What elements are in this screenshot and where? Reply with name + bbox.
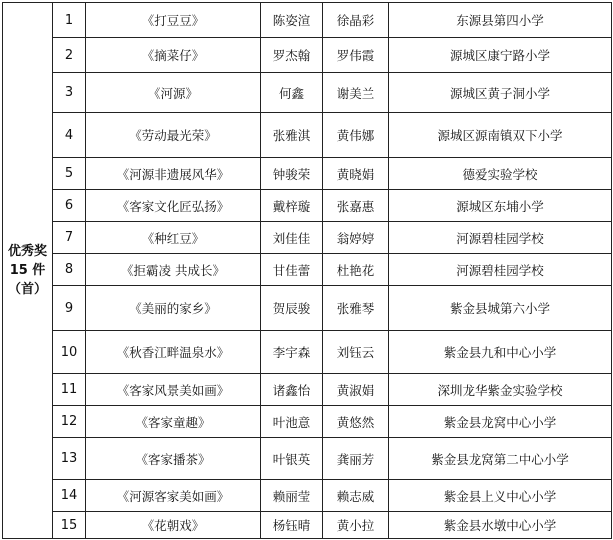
school-name: 源城区康宁路小学 (389, 38, 612, 73)
row-number: 9 (53, 286, 86, 331)
author-name: 李宇森 (261, 331, 323, 374)
row-number: 2 (53, 38, 86, 73)
award-table-body (3, 3, 612, 539)
row-number: 10 (53, 331, 86, 374)
work-title: 《打豆豆》 (86, 3, 261, 38)
work-title: 《河源客家美如画》 (86, 480, 261, 512)
school-name: 紫金县城第六小学 (389, 286, 612, 331)
author-name: 张雅淇 (261, 113, 323, 158)
award-category-count: 15 件 (9, 263, 46, 278)
table-row (3, 331, 612, 374)
table-row (3, 286, 612, 331)
author-name: 叶池意 (261, 406, 323, 438)
row-number: 3 (53, 73, 86, 113)
author-name: 叶银英 (261, 438, 323, 480)
teacher-name: 翁婷婷 (323, 222, 389, 254)
row-number: 14 (53, 480, 86, 512)
work-title: 《客家童趣》 (86, 406, 261, 438)
row-number: 11 (53, 374, 86, 406)
teacher-name: 谢美兰 (323, 73, 389, 113)
row-number: 15 (53, 512, 86, 539)
school-name: 河源碧桂园学校 (389, 222, 612, 254)
author-name: 赖丽莹 (261, 480, 323, 512)
teacher-name: 黄伟娜 (323, 113, 389, 158)
author-name: 何鑫 (261, 73, 323, 113)
table-row (3, 512, 612, 539)
work-title: 《秋香江畔温泉水》 (86, 331, 261, 374)
work-title: 《种红豆》 (86, 222, 261, 254)
row-number: 12 (53, 406, 86, 438)
school-name: 紫金县九和中心小学 (389, 331, 612, 374)
work-title: 《河源》 (86, 73, 261, 113)
teacher-name: 刘钰云 (323, 331, 389, 374)
work-title: 《拒霸凌 共成长》 (86, 254, 261, 286)
work-title: 《客家播茶》 (86, 438, 261, 480)
teacher-name: 杜艳花 (323, 254, 389, 286)
work-title: 《摘菜仔》 (86, 38, 261, 73)
row-number: 7 (53, 222, 86, 254)
table-row (3, 254, 612, 286)
author-name: 陈姿渲 (261, 3, 323, 38)
row-number: 5 (53, 158, 86, 190)
teacher-name: 黄悠然 (323, 406, 389, 438)
row-number: 6 (53, 190, 86, 222)
school-name: 深圳龙华紫金实验学校 (389, 374, 612, 406)
school-name: 河源碧桂园学校 (389, 254, 612, 286)
author-name: 甘佳蕾 (261, 254, 323, 286)
author-name: 罗杰翰 (261, 38, 323, 73)
author-name: 刘佳佳 (261, 222, 323, 254)
award-category-unit: （首） (7, 282, 47, 297)
teacher-name: 罗伟霞 (323, 38, 389, 73)
table-row (3, 480, 612, 512)
author-name: 贺辰骏 (261, 286, 323, 331)
teacher-name: 黄小拉 (323, 512, 389, 539)
school-name: 源城区东埔小学 (389, 190, 612, 222)
work-title: 《花朝戏》 (86, 512, 261, 539)
teacher-name: 黄淑娟 (323, 374, 389, 406)
table-row (3, 190, 612, 222)
award-category-name: 优秀奖 (7, 244, 47, 259)
row-number: 1 (53, 3, 86, 38)
school-name: 源城区源南镇双下小学 (389, 113, 612, 158)
author-name: 诸鑫怡 (261, 374, 323, 406)
teacher-name: 张嘉惠 (323, 190, 389, 222)
row-number: 4 (53, 113, 86, 158)
table-row (3, 158, 612, 190)
teacher-name: 龚丽芳 (323, 438, 389, 480)
work-title: 《客家文化匠弘扬》 (86, 190, 261, 222)
teacher-name: 赖志威 (323, 480, 389, 512)
table-row (3, 438, 612, 480)
row-number: 13 (53, 438, 86, 480)
table-row (3, 73, 612, 113)
author-name: 戴梓璇 (261, 190, 323, 222)
table-row (3, 38, 612, 73)
table-row (3, 406, 612, 438)
row-number: 8 (53, 254, 86, 286)
school-name: 紫金县上义中心小学 (389, 480, 612, 512)
school-name: 东源县第四小学 (389, 3, 612, 38)
teacher-name: 张雅琴 (323, 286, 389, 331)
award-category-cell (3, 3, 53, 539)
teacher-name: 黄晓娟 (323, 158, 389, 190)
school-name: 德爱实验学校 (389, 158, 612, 190)
table-row (3, 113, 612, 158)
school-name: 紫金县龙窝第二中心小学 (389, 438, 612, 480)
school-name: 紫金县龙窝中心小学 (389, 406, 612, 438)
work-title: 《美丽的家乡》 (86, 286, 261, 331)
school-name: 紫金县水墩中心小学 (389, 512, 612, 539)
table-row (3, 3, 612, 38)
table-row (3, 374, 612, 406)
award-table (2, 2, 612, 539)
work-title: 《劳动最光荣》 (86, 113, 261, 158)
author-name: 钟骏荣 (261, 158, 323, 190)
work-title: 《客家风景美如画》 (86, 374, 261, 406)
table-row (3, 222, 612, 254)
work-title: 《河源非遗展风华》 (86, 158, 261, 190)
teacher-name: 徐晶彩 (323, 3, 389, 38)
author-name: 杨钰晴 (261, 512, 323, 539)
school-name: 源城区黄子洞小学 (389, 73, 612, 113)
